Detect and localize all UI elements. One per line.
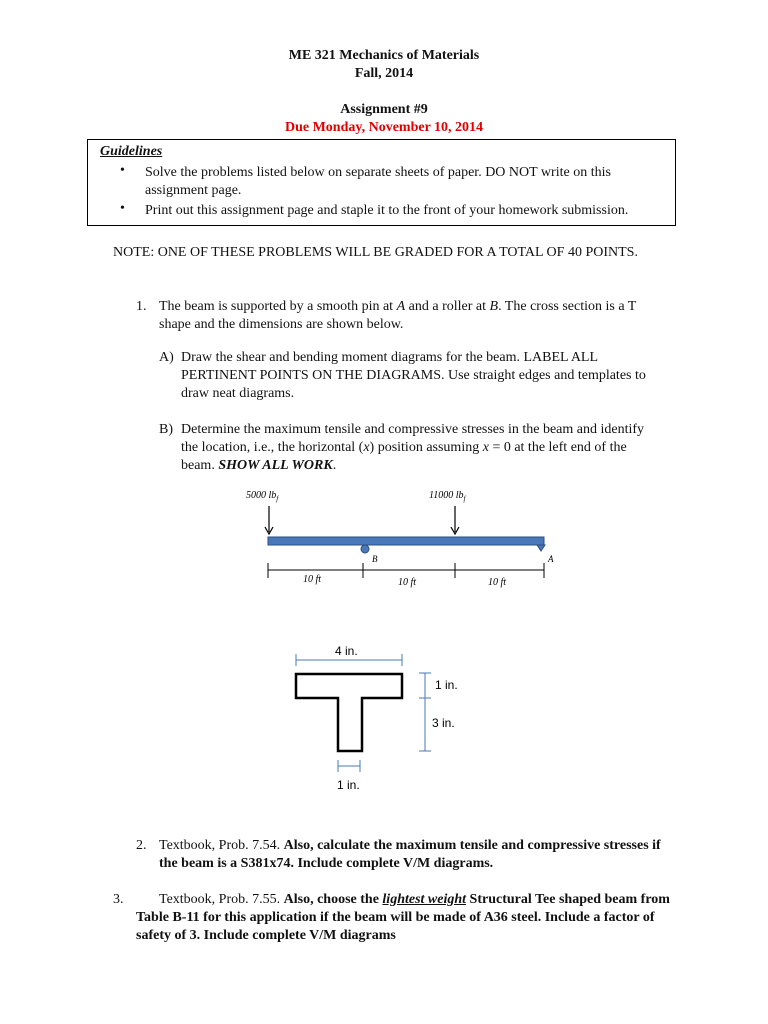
bullet-icon: • xyxy=(120,201,125,216)
course-title: ME 321 Mechanics of Materials xyxy=(288,48,480,63)
load1-arrow xyxy=(265,506,273,534)
problem-number: 2. xyxy=(136,838,147,853)
guideline-item: Print out this assignment page and staple it to the front of your homework submission. xyxy=(145,203,629,218)
tee-web-height-label: 3 in. xyxy=(432,716,455,730)
part-label: A) xyxy=(159,350,174,365)
problem-number: 1. xyxy=(136,299,147,314)
tee-width-label: 4 in. xyxy=(335,644,358,658)
problem2-text: Textbook, Prob. 7.54. Also, calculate the maximum tensile and compressive stresses if the beam is a S381x74. Include complete V/M diagrams. xyxy=(159,838,661,871)
tee-web-width-dimension xyxy=(338,760,360,772)
problem1-partB: Determine the maximum tensile and compressive stresses in the beam and identify the location, i.e., the horizontal (x) position assuming x = 0 at the left end of the beam. SHOW ALL WORK. xyxy=(181,422,645,473)
tee-height-dimension xyxy=(419,673,431,751)
assignment-title: Assignment #9 xyxy=(340,102,428,117)
tee-cross-section xyxy=(296,674,402,751)
dim-label: 10 ft xyxy=(398,577,417,588)
guideline-item: Solve the problems listed below on separate sheets of paper. DO NOT write on this assignment page. xyxy=(145,165,611,198)
load2-label: 11000 $lb_f$ xyxy=(429,490,466,503)
note: NOTE: ONE OF THESE PROBLEMS WILL BE GRADED FOR A TOTAL OF 40 POINTS. xyxy=(113,245,638,260)
tee-flange-label: 1 in. xyxy=(435,678,458,692)
support-a-icon xyxy=(537,545,545,551)
problem1-text: The beam is supported by a smooth pin at A and a roller at B. The cross section is a T shape and the dimensions are shown below. xyxy=(159,299,637,332)
term: Fall, 2014 xyxy=(354,66,414,81)
problem1-partA: Draw the shear and bending moment diagrams for the beam. LABEL ALL PERTINENT POINTS ON THE DIAGRAMS. Use straight edges and templates to draw neat diagrams. xyxy=(181,350,646,401)
load2-arrow xyxy=(451,506,459,534)
support-b-icon xyxy=(361,545,369,553)
support-b-label: B xyxy=(372,554,378,564)
dim-label: 10 ft xyxy=(488,577,507,588)
guidelines-title: Guidelines xyxy=(100,144,163,159)
support-a-label: A xyxy=(548,554,554,564)
due-date: Due Monday, November 10, 2014 xyxy=(284,120,484,135)
tee-web-width-label: 1 in. xyxy=(337,778,360,792)
part-label: B) xyxy=(159,422,173,437)
load1-label: 5000 $lb_f$ xyxy=(246,490,279,503)
problem-number: 3. xyxy=(113,892,124,907)
dim-label: 10 ft xyxy=(303,574,322,585)
problem3-text: Textbook, Prob. 7.55. Also, choose the lightest weight Structural Tee shaped beam from Table B-11 for this application if the beam will be made of A36 steel. Include a factor of safety of 3. Include complete V/M diagrams xyxy=(136,892,670,943)
bullet-icon: • xyxy=(120,163,125,178)
beam xyxy=(268,537,544,545)
